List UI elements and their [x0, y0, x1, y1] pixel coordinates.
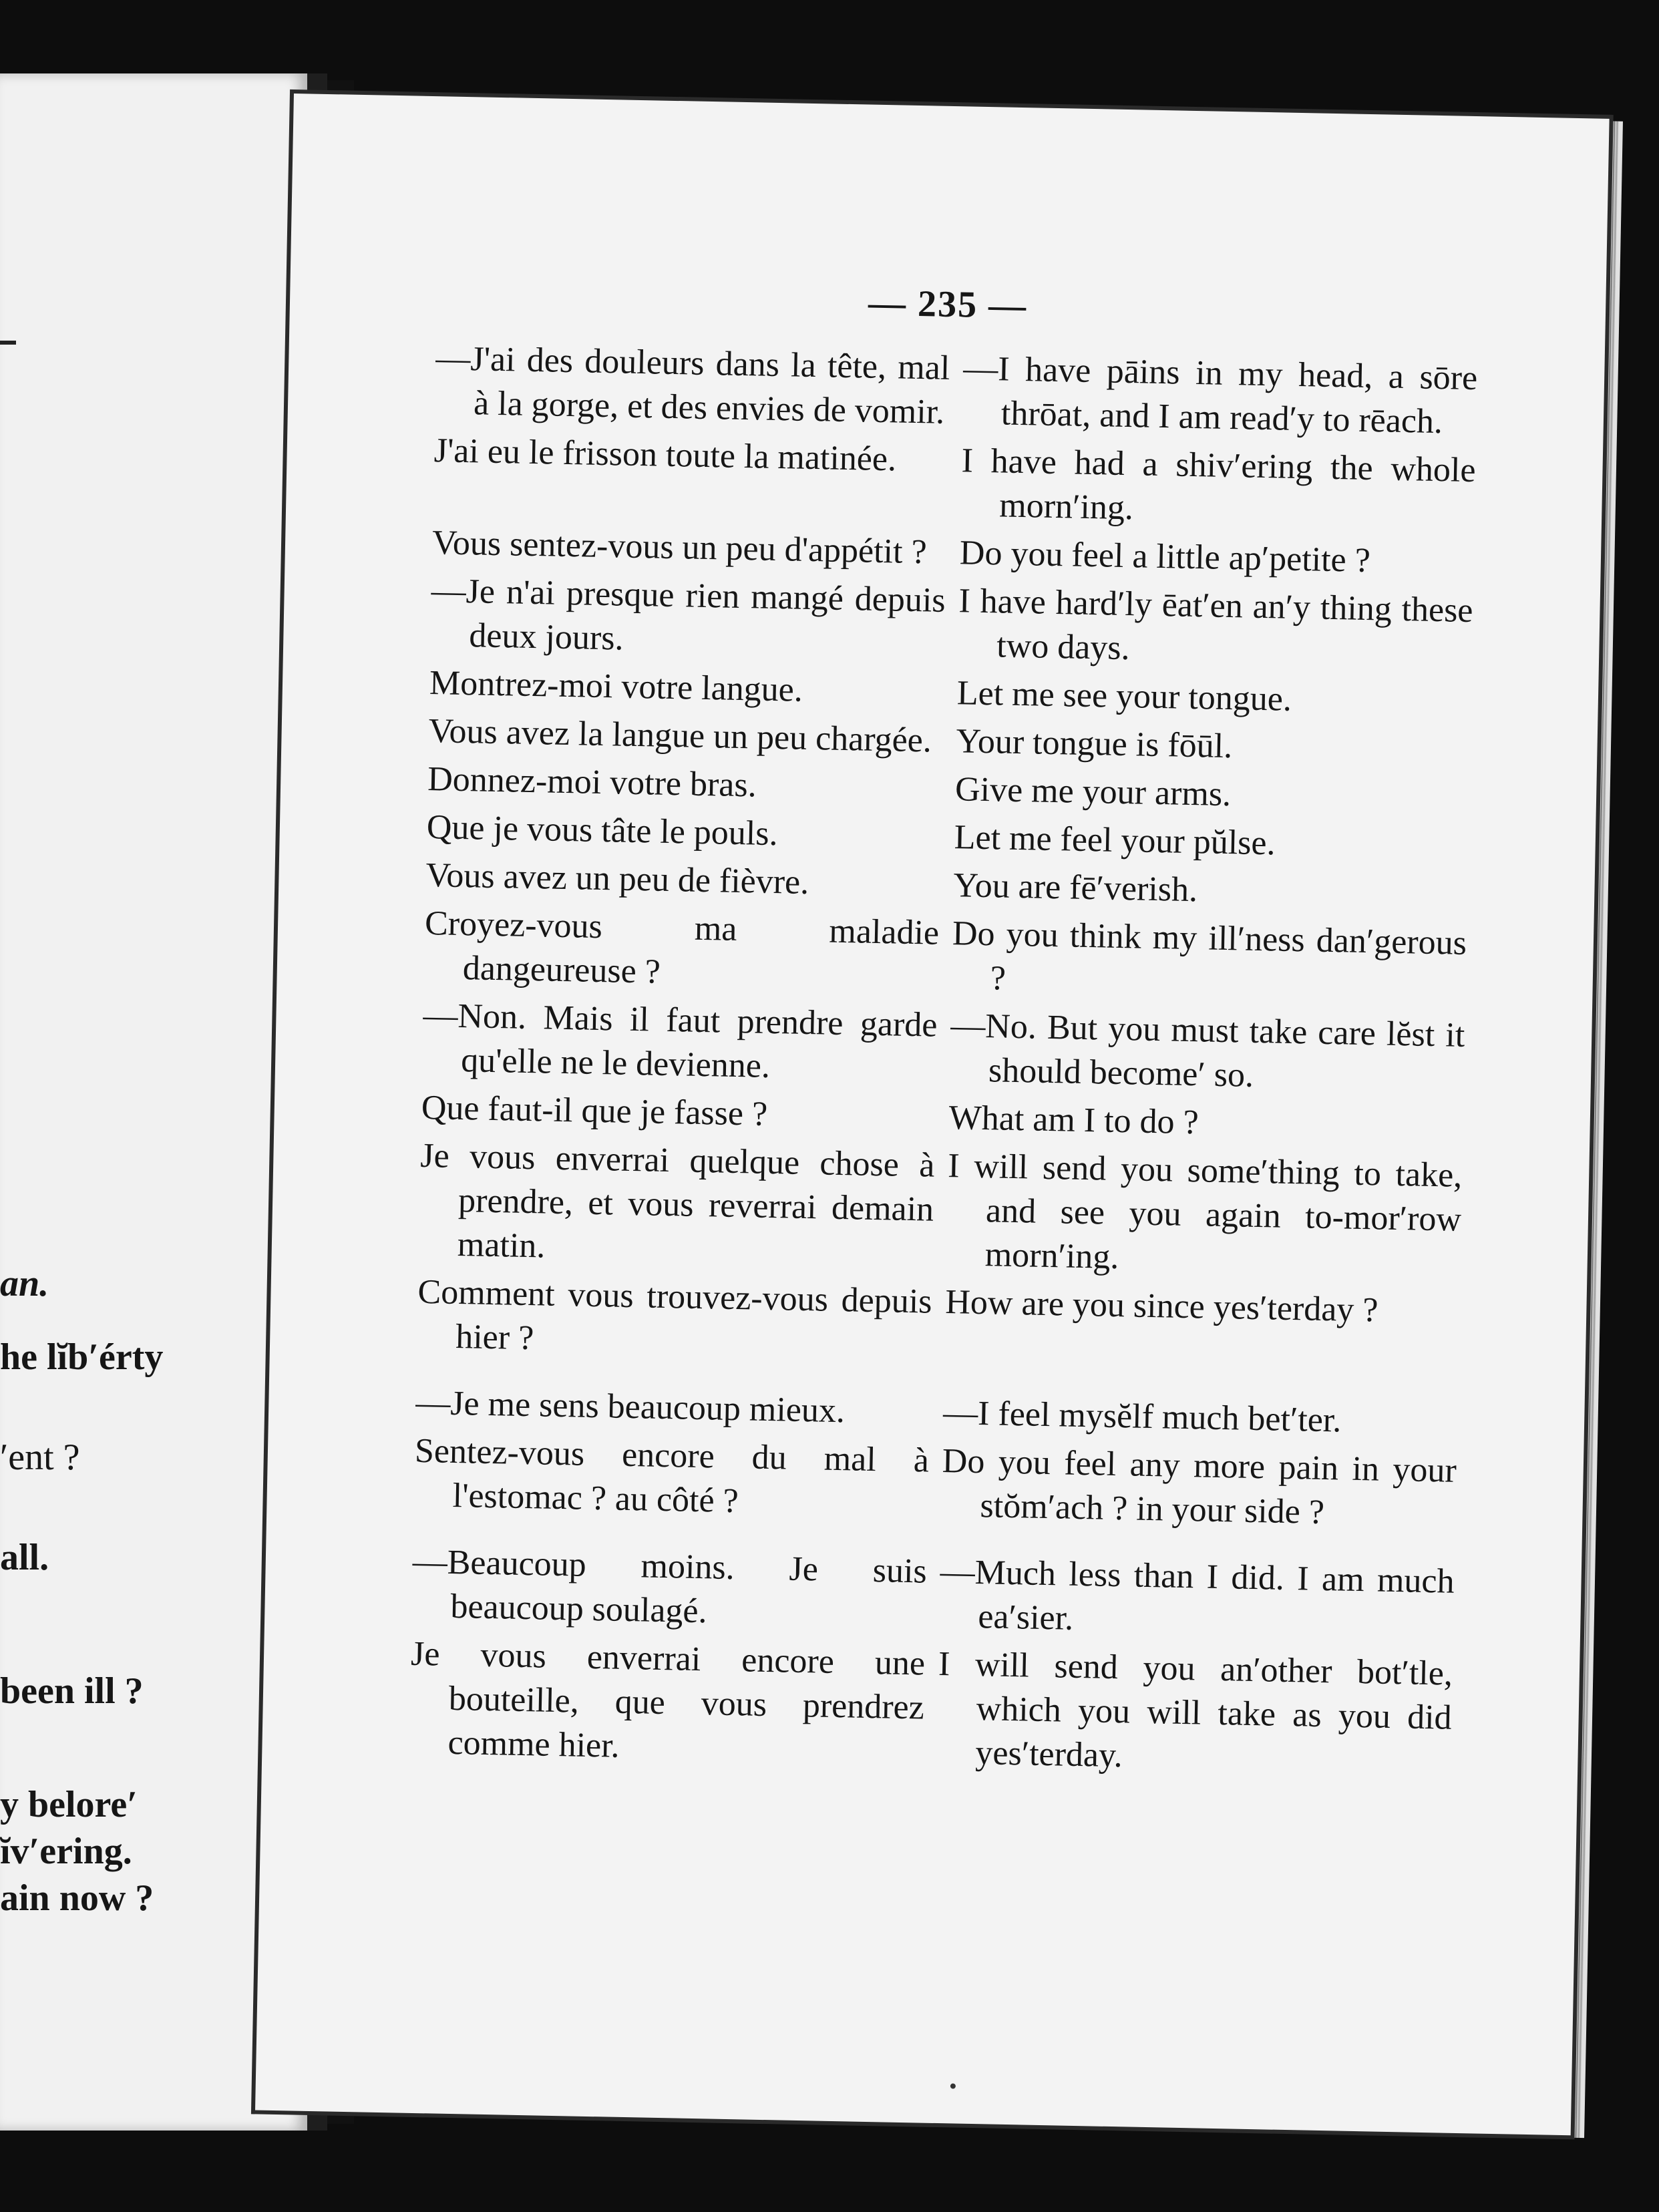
phrase-row: [417, 1270, 1460, 1378]
french-phrase: Je vous enverrai encore une bouteille, que vous prendrez comme hier.: [410, 1634, 926, 1765]
french-phrase: Sentez-vous encore du mal à l'estomac ? au côté ?: [414, 1431, 930, 1521]
french-phrase: Montrez-moi votre langue.: [429, 664, 803, 709]
phrase-row: [422, 994, 1465, 1102]
english-phrase: Your tongue is fōūl.: [956, 722, 1233, 766]
english-phrase: Do you feel any more pain in your stŏm′ach ? in your side ?: [942, 1442, 1457, 1532]
french-phrase: Vous avez un peu de fièvre.: [425, 856, 809, 902]
english-phrase: I will send you an′other bot′tle, which you will take as you did yes′terday.: [938, 1644, 1453, 1775]
english-phrase: —No. But you must take care lĕst it should become′ so.: [950, 1006, 1465, 1095]
french-phrase: Que faut-il que je fasse ?: [421, 1088, 768, 1133]
french-phrase: —J'ai des douleurs dans la tête, mal à la gorge, et des envies de vomir.: [435, 339, 950, 431]
phrase-list: [409, 337, 1478, 1789]
phrase-row: [413, 1429, 1457, 1537]
left-fragment: all.: [0, 1537, 49, 1578]
left-fragment: ain now ?: [0, 1877, 154, 1919]
left-fragment: y belore′: [0, 1784, 138, 1825]
french-phrase: Que je vous tâte le pouls.: [426, 808, 779, 854]
left-fragment: been ill ?: [0, 1670, 144, 1712]
french-phrase: —Je n'ai presque rien mangé depuis deux jours.: [431, 572, 946, 658]
french-phrase: Vous avez la langue un peu chargée.: [428, 712, 932, 760]
left-fragment: ĭv′ering.: [0, 1831, 132, 1872]
phrase-row: [423, 902, 1467, 1010]
french-phrase: —Non. Mais il faut prendre garde qu'elle ne le devienne.: [422, 996, 938, 1085]
left-fragment: he lĭb′érty: [0, 1336, 164, 1378]
page-number: — 235 —: [868, 282, 1028, 327]
english-phrase: —I feel mysĕlf much bet′ter.: [942, 1394, 1342, 1440]
english-phrase: Give me your arms.: [954, 770, 1232, 814]
ink-speck: [950, 2083, 956, 2088]
phrase-row: [433, 429, 1476, 537]
english-phrase: —Much less than I did. I am much ea′sier.: [940, 1552, 1455, 1638]
french-phrase: Vous sentez-vous un peu d'appétit ?: [431, 524, 928, 572]
english-phrase: Do you think my ill′ness dan′gerous ?: [952, 914, 1467, 998]
phrase-row: [418, 1134, 1463, 1286]
phrase-row: [411, 1540, 1455, 1648]
french-phrase: —Je me sens beaucoup mieux.: [415, 1383, 846, 1431]
left-fragment: an.: [0, 1263, 49, 1304]
english-phrase: I will send you some′thing to take, and see you again to-mor′row morn′ing.: [947, 1147, 1463, 1277]
french-phrase: Je vous enverrai quelque chose à prendre, et vous reverrai demain matin.: [419, 1136, 935, 1266]
french-phrase: —Beaucoup moins. Je suis beaucoup soulagé.: [412, 1542, 928, 1631]
english-phrase: You are fē′verish.: [952, 866, 1198, 910]
phrase-row: [430, 569, 1473, 677]
french-phrase: Croyez-vous ma maladie dangeureuse ?: [424, 904, 940, 991]
english-phrase: I have had a shiv′ering the whole morn′ing.: [961, 441, 1477, 528]
phrase-row: [409, 1632, 1453, 1785]
english-phrase: Let me feel your pŭlse.: [954, 818, 1276, 863]
left-fragment: ′ent ?: [0, 1437, 80, 1478]
left-page-dash: [0, 341, 16, 345]
french-phrase: Donnez-moi votre bras.: [427, 760, 757, 805]
english-phrase: Do you feel a little ap′petite ?: [959, 534, 1371, 580]
french-phrase: Comment vous trouvez-vous depuis hier ?: [417, 1272, 932, 1358]
french-phrase: J'ai eu le frisson toute la matinée.: [433, 431, 897, 479]
right-page: [255, 94, 1610, 2135]
english-phrase: How are you since yes′terday ?: [944, 1283, 1378, 1330]
english-phrase: Let me see your tongue.: [956, 674, 1292, 719]
phrase-row: [435, 337, 1478, 445]
english-phrase: I have hard′ly ēat′en an′y thing these two days.: [958, 582, 1474, 668]
english-phrase: What am I to do ?: [948, 1099, 1200, 1142]
english-phrase: —I have pāins in my head, a sōre thrōat, and I am read′y to rēach.: [962, 349, 1478, 441]
